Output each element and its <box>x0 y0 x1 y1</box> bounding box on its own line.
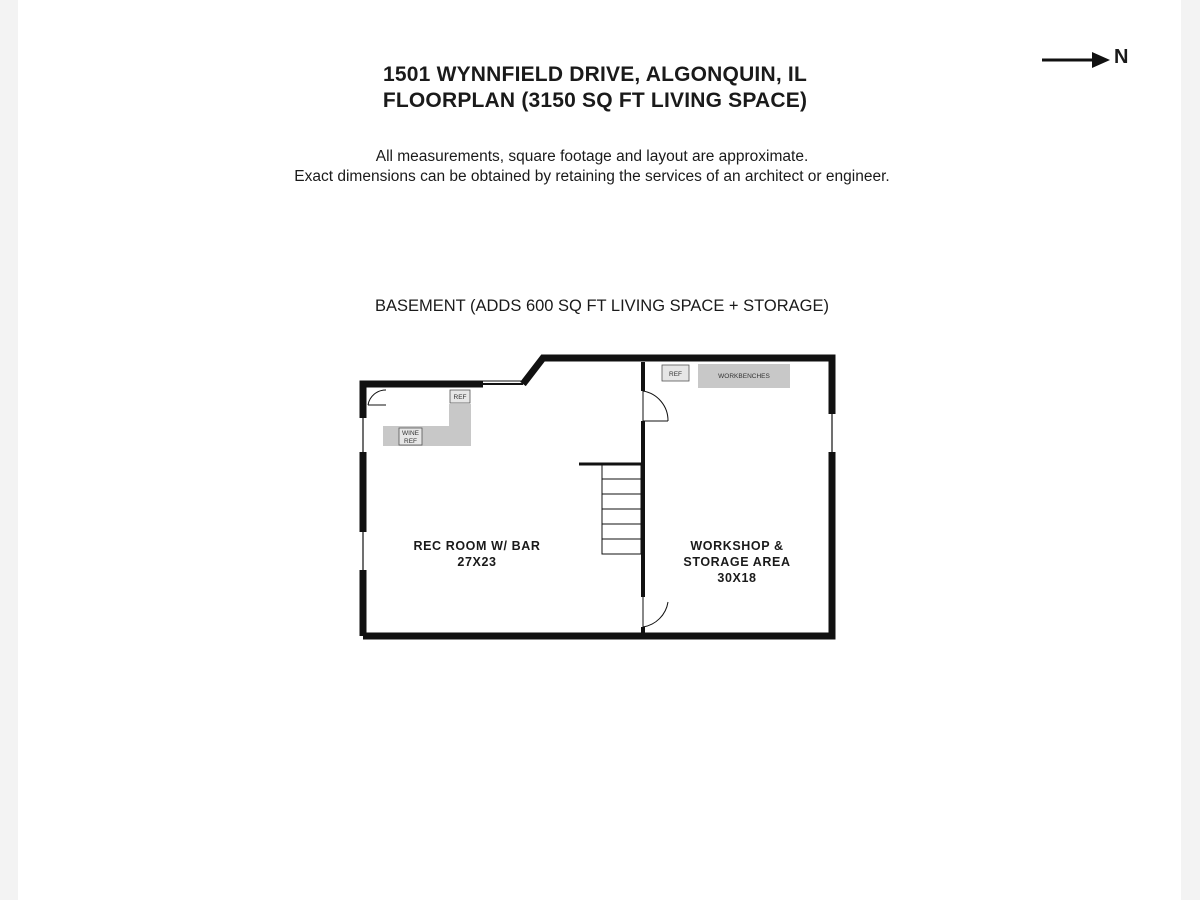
disclaimer-line-1: All measurements, square footage and layout are approximate. <box>375 148 809 165</box>
property-address: 1501 WYNNFIELD DRIVE, ALGONQUIN, IL <box>383 63 807 86</box>
north-label: N <box>1114 46 1129 68</box>
stairs <box>579 464 643 554</box>
rec-room-name: REC ROOM W/ BAR <box>413 539 541 553</box>
door-swing-corner <box>368 390 386 405</box>
level-label: BASEMENT (ADDS 600 SQ FT LIVING SPACE + STORAGE) <box>374 297 830 315</box>
floorplan-title: FLOORPLAN (3150 SQ FT LIVING SPACE) <box>382 89 808 112</box>
exterior-walls <box>363 358 832 636</box>
workshop-size: 30X18 <box>717 571 757 585</box>
bar-counter <box>383 404 471 446</box>
disclaimer-line-2: Exact dimensions can be obtained by retaining the services of an architect or engineer. <box>294 168 890 185</box>
rec-room-size: 27X23 <box>457 555 497 569</box>
ref-workshop-label: REF <box>669 371 682 378</box>
outer-wall-upper <box>363 358 832 636</box>
workshop-name-1: WORKSHOP & <box>690 539 784 553</box>
workbenches-label: WORKBENCHES <box>718 373 770 380</box>
ref-bar-label: REF <box>453 394 467 401</box>
wine-ref-label-2: REF <box>404 438 417 445</box>
workshop-name-2: STORAGE AREA <box>683 555 791 569</box>
wine-ref-label-1: WINE <box>402 430 419 437</box>
